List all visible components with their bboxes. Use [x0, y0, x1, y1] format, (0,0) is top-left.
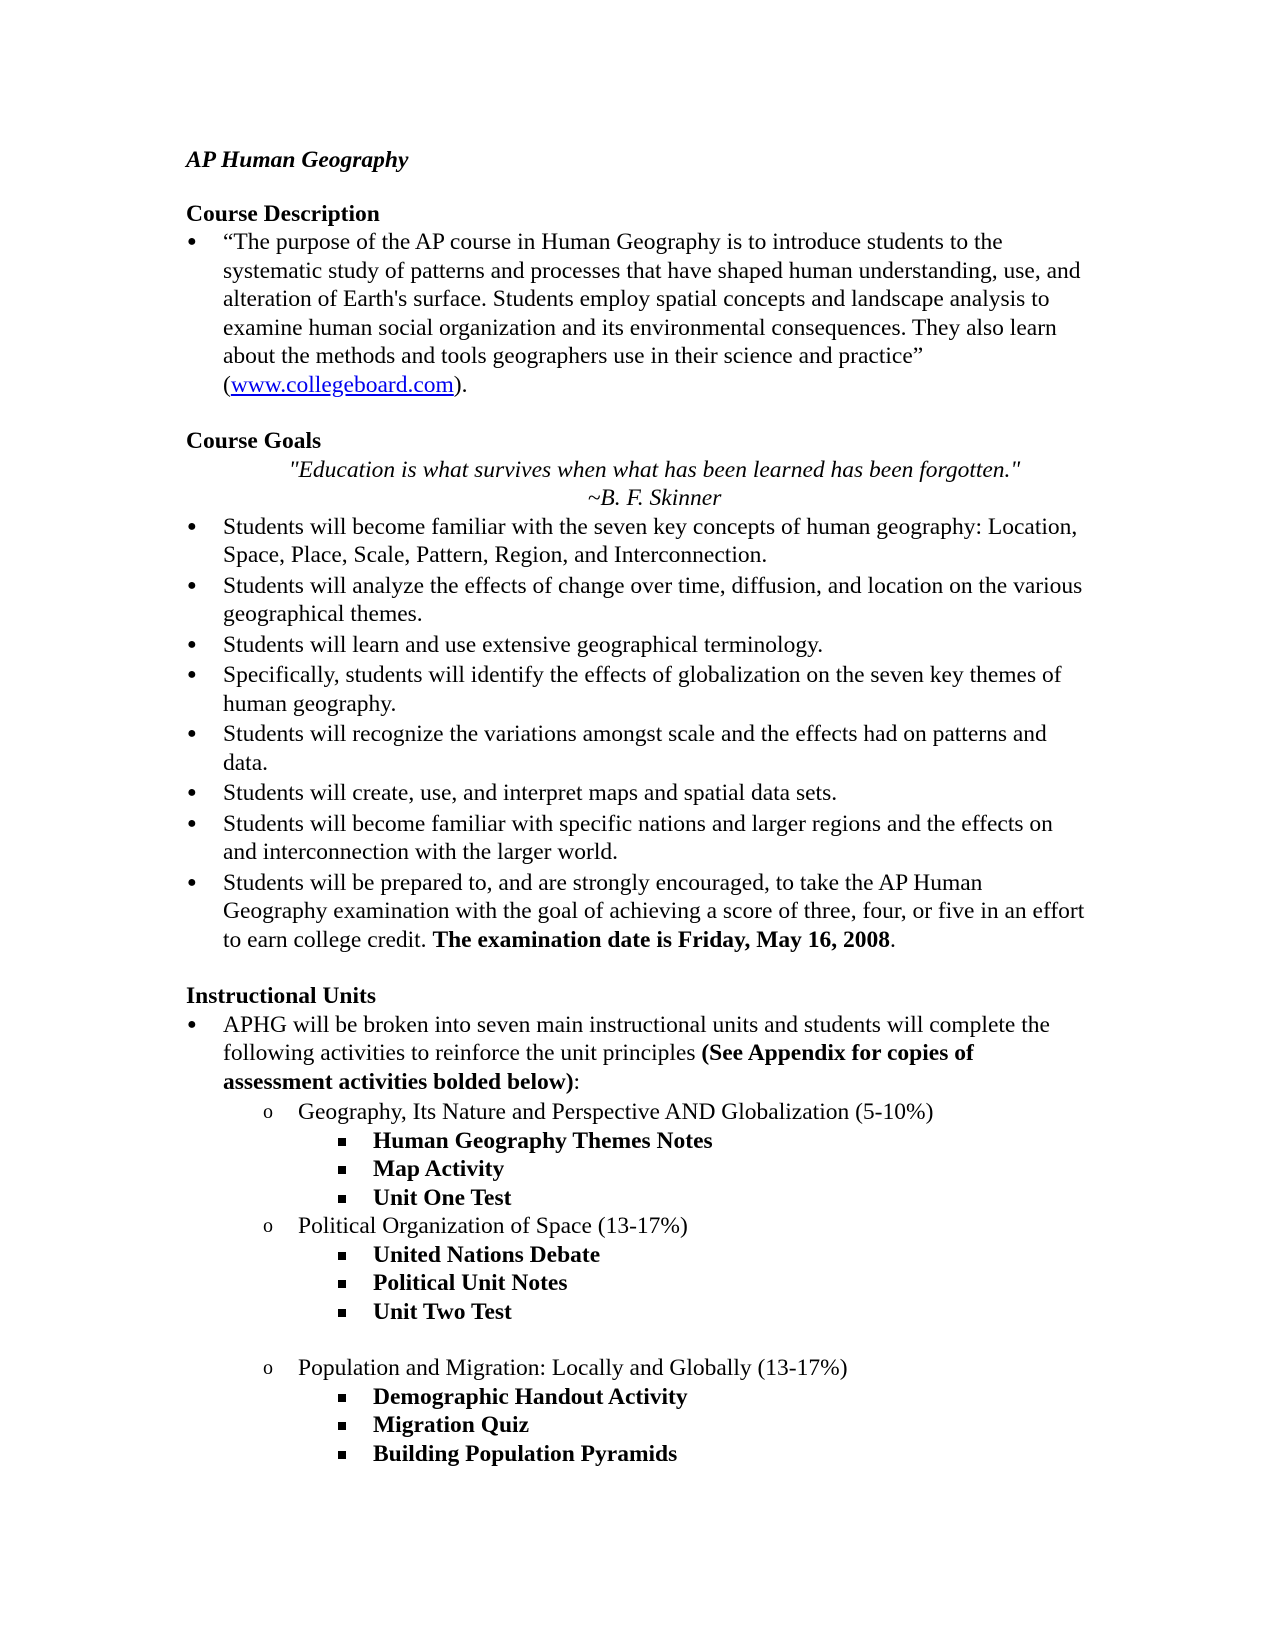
bullet-icon: ● [187, 517, 197, 535]
square-bullet-icon [338, 1252, 346, 1260]
square-bullet-icon [338, 1309, 346, 1317]
spacer [186, 1326, 1086, 1354]
circle-bullet-icon: o [263, 1101, 273, 1123]
goals-quote-author: ~B. F. Skinner [587, 485, 722, 511]
goal-item-exam: ● Students will be prepared to, and are strongly encouraged, to take the AP Human Geography examination with the goal of achieving a score of three, four, or five in an effort to earn college credit. The examination date is Friday, May 16, 2008. [187, 869, 1085, 953]
activity-item: Unit One Test [186, 1184, 1086, 1213]
square-bullet-icon [338, 1138, 346, 1146]
activity-item: United Nations Debate [186, 1241, 1086, 1270]
description-text: “The purpose of the AP course in Human Geography is to introduce students to the systematic study of patterns and processes that have shaped human understanding, use, and alteration of Earth's surface. Students employ spatial concepts and landscape analysis to examine human social organization and its environmental consequences. They also learn about the methods and tools geographers use in their science and practice” ( [223, 229, 1081, 398]
goals-quote: "Education is what survives when what has been learned has been forgotten." [288, 456, 1021, 483]
circle-bullet-icon: o [263, 1357, 273, 1379]
activity-item: Demographic Handout Activity [186, 1383, 1086, 1412]
document-title: AP Human Geography [186, 147, 409, 173]
course-description-section [186, 200, 1086, 400]
square-bullet-icon [338, 1394, 346, 1402]
goal-item: ● Students will analyze the effects of change over time, diffusion, and location on the various geographical themes. [187, 572, 1083, 627]
activity-item: Unit Two Test [186, 1298, 1086, 1327]
activity-item: Political Unit Notes [186, 1269, 1086, 1298]
square-bullet-icon [338, 1195, 346, 1203]
instructional-units-section [186, 982, 1086, 1468]
exam-date: The examination date is Friday, May 16, 2008 [432, 926, 891, 953]
goal-item: ● Students will recognize the variations amongst scale and the effects had on patterns and data. [187, 721, 1047, 776]
bullet-icon: ● [187, 576, 197, 594]
units-intro-bullet: ● APHG will be broken into seven main instructional units and students will complete the following activities to reinforce the unit principles (See Appendix for copies of assessment activities bolded below): [187, 1011, 1050, 1095]
instructional-units-heading: Instructional Units [186, 983, 376, 1009]
goal-item: ● Students will become familiar with the seven key concepts of human geography: Location, Space, Place, Scale, Pattern, Region, and Interconnection. [187, 513, 1078, 568]
course-goals-section [186, 427, 1086, 954]
bullet-icon: ● [187, 1015, 197, 1033]
circle-bullet-icon: o [263, 1215, 273, 1237]
square-bullet-icon [338, 1422, 346, 1430]
unit-item: o Political Organization of Space (13-17%) [263, 1213, 688, 1239]
activity-item: Human Geography Themes Notes [186, 1127, 1086, 1156]
square-bullet-icon [338, 1280, 346, 1288]
bullet-icon: ● [187, 814, 197, 832]
goal-item: ● Students will become familiar with specific nations and larger regions and the effects on and interconnection with the larger world. [187, 810, 1053, 865]
goal-item: ● Students will create, use, and interpret maps and spatial data sets. [187, 780, 838, 806]
square-bullet-icon [338, 1451, 346, 1459]
course-description-heading: Course Description [186, 200, 380, 227]
course-goals-heading: Course Goals [186, 428, 322, 454]
bullet-icon: ● [187, 666, 197, 683]
unit-item: o Geography, Its Nature and Perspective AND Globalization (5-10%) [263, 1099, 934, 1125]
bullet-icon: ● [187, 233, 197, 250]
bullet-icon: ● [187, 873, 197, 891]
activity-item: Map Activity [186, 1155, 1086, 1184]
bullet-icon: ● [187, 635, 197, 653]
bullet-icon: ● [187, 784, 197, 801]
unit-item: o Population and Migration: Locally and Globally (13-17%) [263, 1355, 848, 1381]
description-text-end: ). [453, 371, 468, 398]
activity-item: Migration Quiz [186, 1411, 1086, 1440]
goal-item: ● Specifically, students will identify the effects of globalization on the seven key themes of human geography. [187, 662, 1062, 717]
bullet-icon: ● [187, 725, 197, 742]
activity-item: Building Population Pyramids [186, 1440, 1086, 1469]
collegeboard-link[interactable]: www.collegeboard.com [230, 371, 454, 398]
document-page [186, 146, 1086, 1496]
square-bullet-icon [338, 1166, 346, 1174]
goal-item: ● Students will learn and use extensive geographical terminology. [187, 631, 824, 658]
description-bullet [186, 228, 1086, 399]
